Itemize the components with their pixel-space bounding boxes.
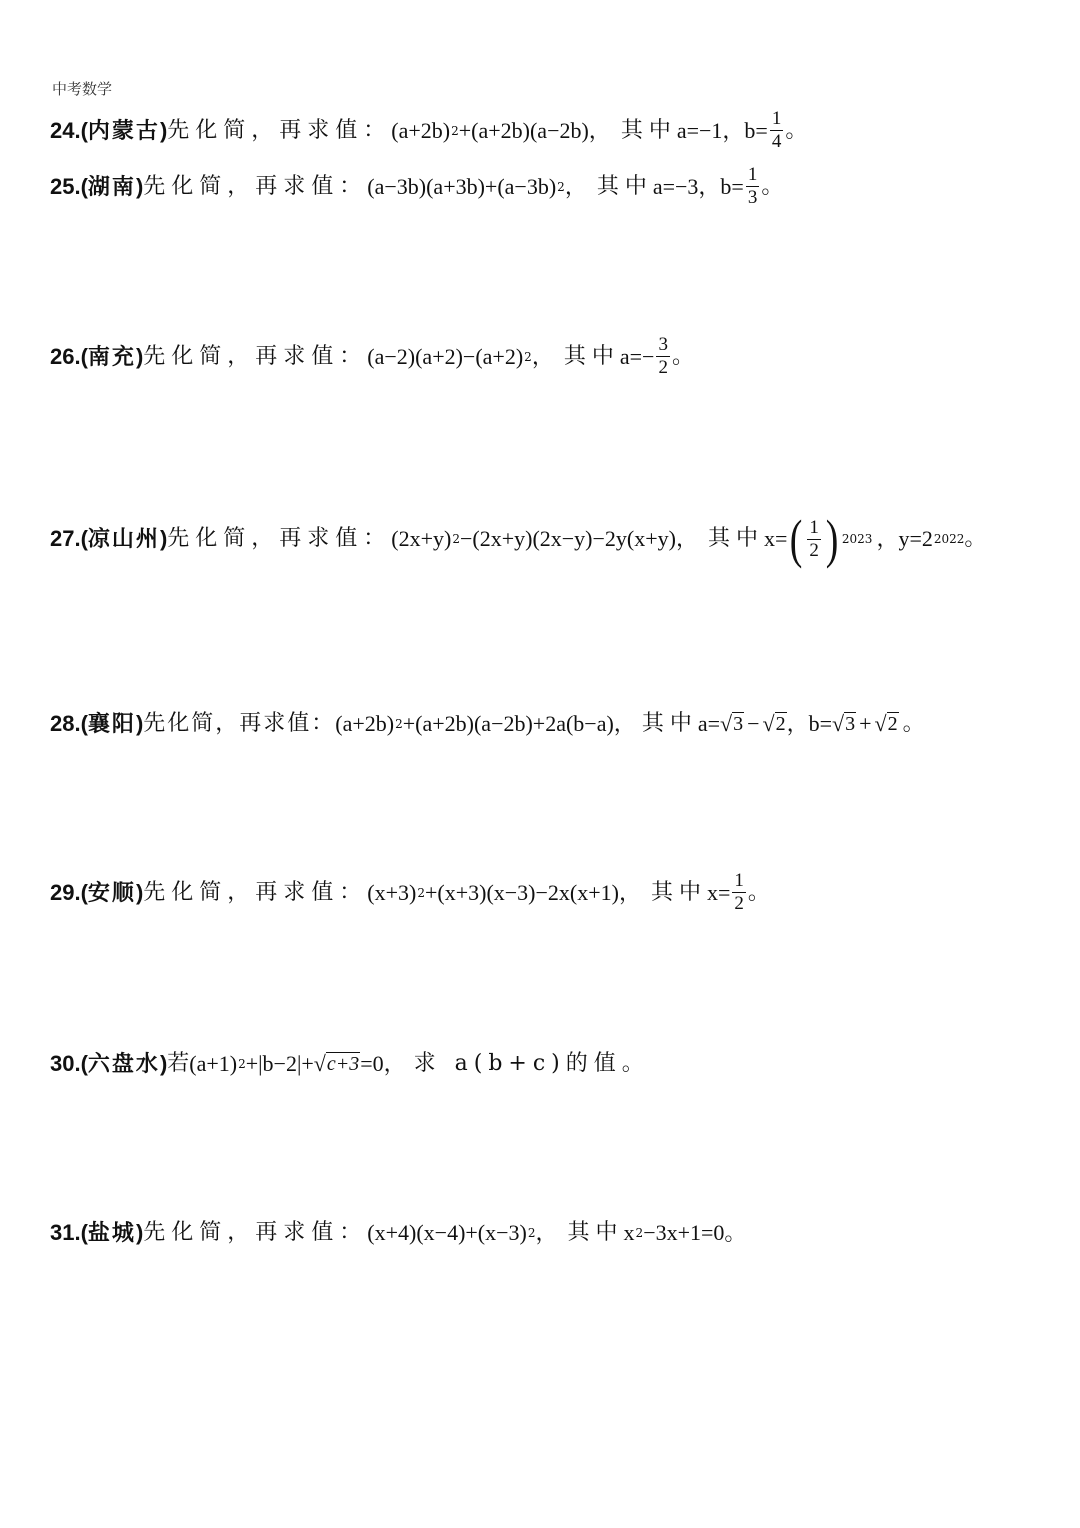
fraction [656, 334, 670, 379]
radical-sign: √ [762, 711, 775, 736]
condition: a=−1，b= [676, 117, 768, 143]
question-number: 30. [50, 1050, 81, 1076]
question-number: 28. [50, 710, 81, 736]
exponent: 2022 [933, 532, 965, 546]
where-label: 其中 [567, 1220, 624, 1245]
exponent: 2 [451, 123, 459, 138]
expression: (a+2b) [335, 710, 395, 736]
close-paren: ) [135, 343, 144, 369]
question-28 [50, 712, 925, 735]
condition: x= [764, 526, 788, 551]
period: 。 [747, 879, 770, 905]
close-paren: ) [135, 1220, 144, 1245]
numerator: 3 [658, 334, 668, 355]
radicand: 2 [775, 713, 786, 735]
numerator: 1 [734, 870, 744, 891]
question-task: 先化简，再求值： [143, 343, 368, 369]
condition: a=− [619, 343, 655, 369]
question-24 [50, 108, 807, 153]
operator: − [747, 710, 760, 736]
question-number: 24. [50, 117, 81, 143]
sqrt [832, 712, 856, 735]
question-number: 29. [50, 879, 81, 905]
open-paren: ( [80, 1220, 88, 1245]
where-label: 其中 [596, 173, 653, 199]
question-task: 先化简，再求值： [143, 1220, 368, 1245]
question-25 [50, 164, 783, 209]
denominator: 2 [809, 539, 819, 561]
question-30 [50, 1052, 650, 1075]
exponent: 2 [527, 1226, 536, 1240]
question-region: 凉山州 [87, 526, 160, 552]
period: 。 [964, 526, 987, 551]
question-region: 安顺 [87, 879, 136, 906]
open-paren: ( [80, 173, 88, 199]
question-region: 湖南 [87, 173, 136, 200]
expression: (2x+y) [391, 526, 452, 551]
question-task: 先化简，再求值： [167, 526, 392, 551]
radical-sign: √ [720, 711, 733, 736]
expression: (a−2)(a+2)−(a+2) [367, 343, 524, 369]
period: 。 [785, 117, 808, 143]
expression-rest: +(a+2b)(a−2b)+2a(b−a)， [402, 710, 636, 736]
period: 。 [761, 173, 784, 199]
condition: a=−3，b= [652, 173, 744, 199]
question-29 [50, 870, 770, 915]
close-paren: ) [135, 710, 144, 736]
numerator: 1 [809, 516, 819, 538]
expression: (a−3b)(a+3b)+(a−3b) [367, 173, 557, 199]
question-task: 若 [167, 1050, 190, 1076]
right-bracket: ) [825, 509, 839, 569]
fraction [732, 870, 746, 915]
exponent: 2 [395, 716, 403, 731]
sqrt [314, 1052, 360, 1075]
condition-2: ，b= [786, 710, 832, 736]
close-paren: ) [135, 879, 144, 905]
radicand: 3 [845, 713, 856, 735]
open-paren: ( [80, 117, 88, 143]
expression-rest: +(x+3)(x−3)−2x(x+1)， [424, 879, 641, 905]
exponent: 2 [417, 885, 425, 900]
open-paren: ( [80, 526, 88, 551]
denominator: 2 [658, 357, 668, 378]
where-label: 其中 [641, 710, 698, 736]
expression-rest: −(2x+y)(2x−y)−2y(x+y)， [459, 526, 698, 551]
open-paren: ( [80, 1050, 88, 1076]
expression: (a+2b) [391, 117, 451, 143]
condition: x= [707, 879, 731, 905]
page-header: 中考数学 [52, 80, 113, 98]
denominator: 3 [747, 187, 758, 208]
period: 。 [902, 710, 925, 736]
expression-end: =0， [360, 1050, 406, 1076]
expression-rest: ， [531, 343, 554, 369]
condition-2: ，y=2 [876, 526, 933, 551]
question-region: 襄阳 [87, 710, 136, 737]
close-paren: ) [159, 117, 168, 143]
radicand: 2 [887, 713, 898, 735]
question-task: 先化简，再求值： [143, 710, 336, 736]
expression-rest: +(a+2b)(a−2b)， [458, 117, 611, 143]
expression: (a+1) [189, 1050, 238, 1076]
question-region: 南充 [87, 343, 136, 370]
where-label: 其中 [707, 526, 764, 551]
open-paren: ( [80, 879, 88, 905]
where-label: 其中 [563, 343, 620, 369]
fraction [746, 164, 760, 209]
question-number: 25. [50, 173, 81, 199]
exponent: 2 [452, 532, 460, 546]
condition: x [623, 1220, 635, 1245]
denominator: 2 [734, 893, 744, 914]
question-ask: 求 a(b+c)的值。 [413, 1050, 650, 1076]
question-region: 盐城 [87, 1220, 136, 1246]
expression-rest: ， [564, 173, 587, 199]
question-number: 31. [50, 1220, 81, 1245]
question-26 [50, 334, 694, 379]
expression-rest: +|b−2|+ [245, 1050, 314, 1076]
radicand: 3 [733, 713, 744, 735]
sqrt [763, 712, 787, 735]
denominator: 4 [771, 131, 782, 152]
question-27 [50, 509, 987, 569]
question-number: 26. [50, 343, 81, 369]
open-paren: ( [80, 710, 88, 736]
exponent: 2023 [841, 532, 873, 546]
exponent: 2 [635, 1226, 644, 1240]
close-paren: ) [159, 526, 168, 551]
radicand: c+3 [326, 1053, 360, 1075]
where-label: 其中 [650, 879, 707, 905]
period: 。 [671, 343, 694, 369]
close-paren: ) [135, 173, 144, 199]
sqrt [720, 712, 744, 735]
expression: (x+4)(x−4)+(x−3) [367, 1220, 527, 1245]
radical-sign: √ [832, 711, 845, 736]
numerator: 1 [771, 108, 782, 129]
condition: a= [697, 710, 720, 736]
sqrt [875, 712, 899, 735]
question-task: 先化简，再求值： [143, 879, 368, 905]
numerator: 1 [747, 164, 758, 185]
question-region: 内蒙古 [87, 117, 160, 144]
question-number: 27. [50, 526, 81, 551]
operator: + [859, 710, 872, 736]
left-bracket: ( [790, 509, 803, 569]
condition-2: −3x+1=0。 [643, 1220, 747, 1245]
exponent: 2 [524, 349, 532, 364]
fraction [770, 108, 784, 153]
expression-rest: ， [535, 1220, 558, 1245]
fraction [807, 517, 821, 562]
radical-sign: √ [313, 1051, 326, 1076]
where-label: 其中 [620, 117, 677, 143]
expression: (x+3) [367, 879, 417, 905]
radical-sign: √ [874, 711, 887, 736]
close-paren: ) [159, 1050, 168, 1076]
question-task: 先化简，再求值： [143, 173, 368, 199]
question-region: 六盘水 [87, 1050, 160, 1077]
bracketed-fraction [787, 509, 840, 569]
open-paren: ( [80, 343, 88, 369]
question-31 [50, 1222, 746, 1244]
question-task: 先化简，再求值： [167, 117, 392, 143]
exponent: 2 [557, 179, 565, 194]
exponent: 2 [238, 1056, 246, 1071]
